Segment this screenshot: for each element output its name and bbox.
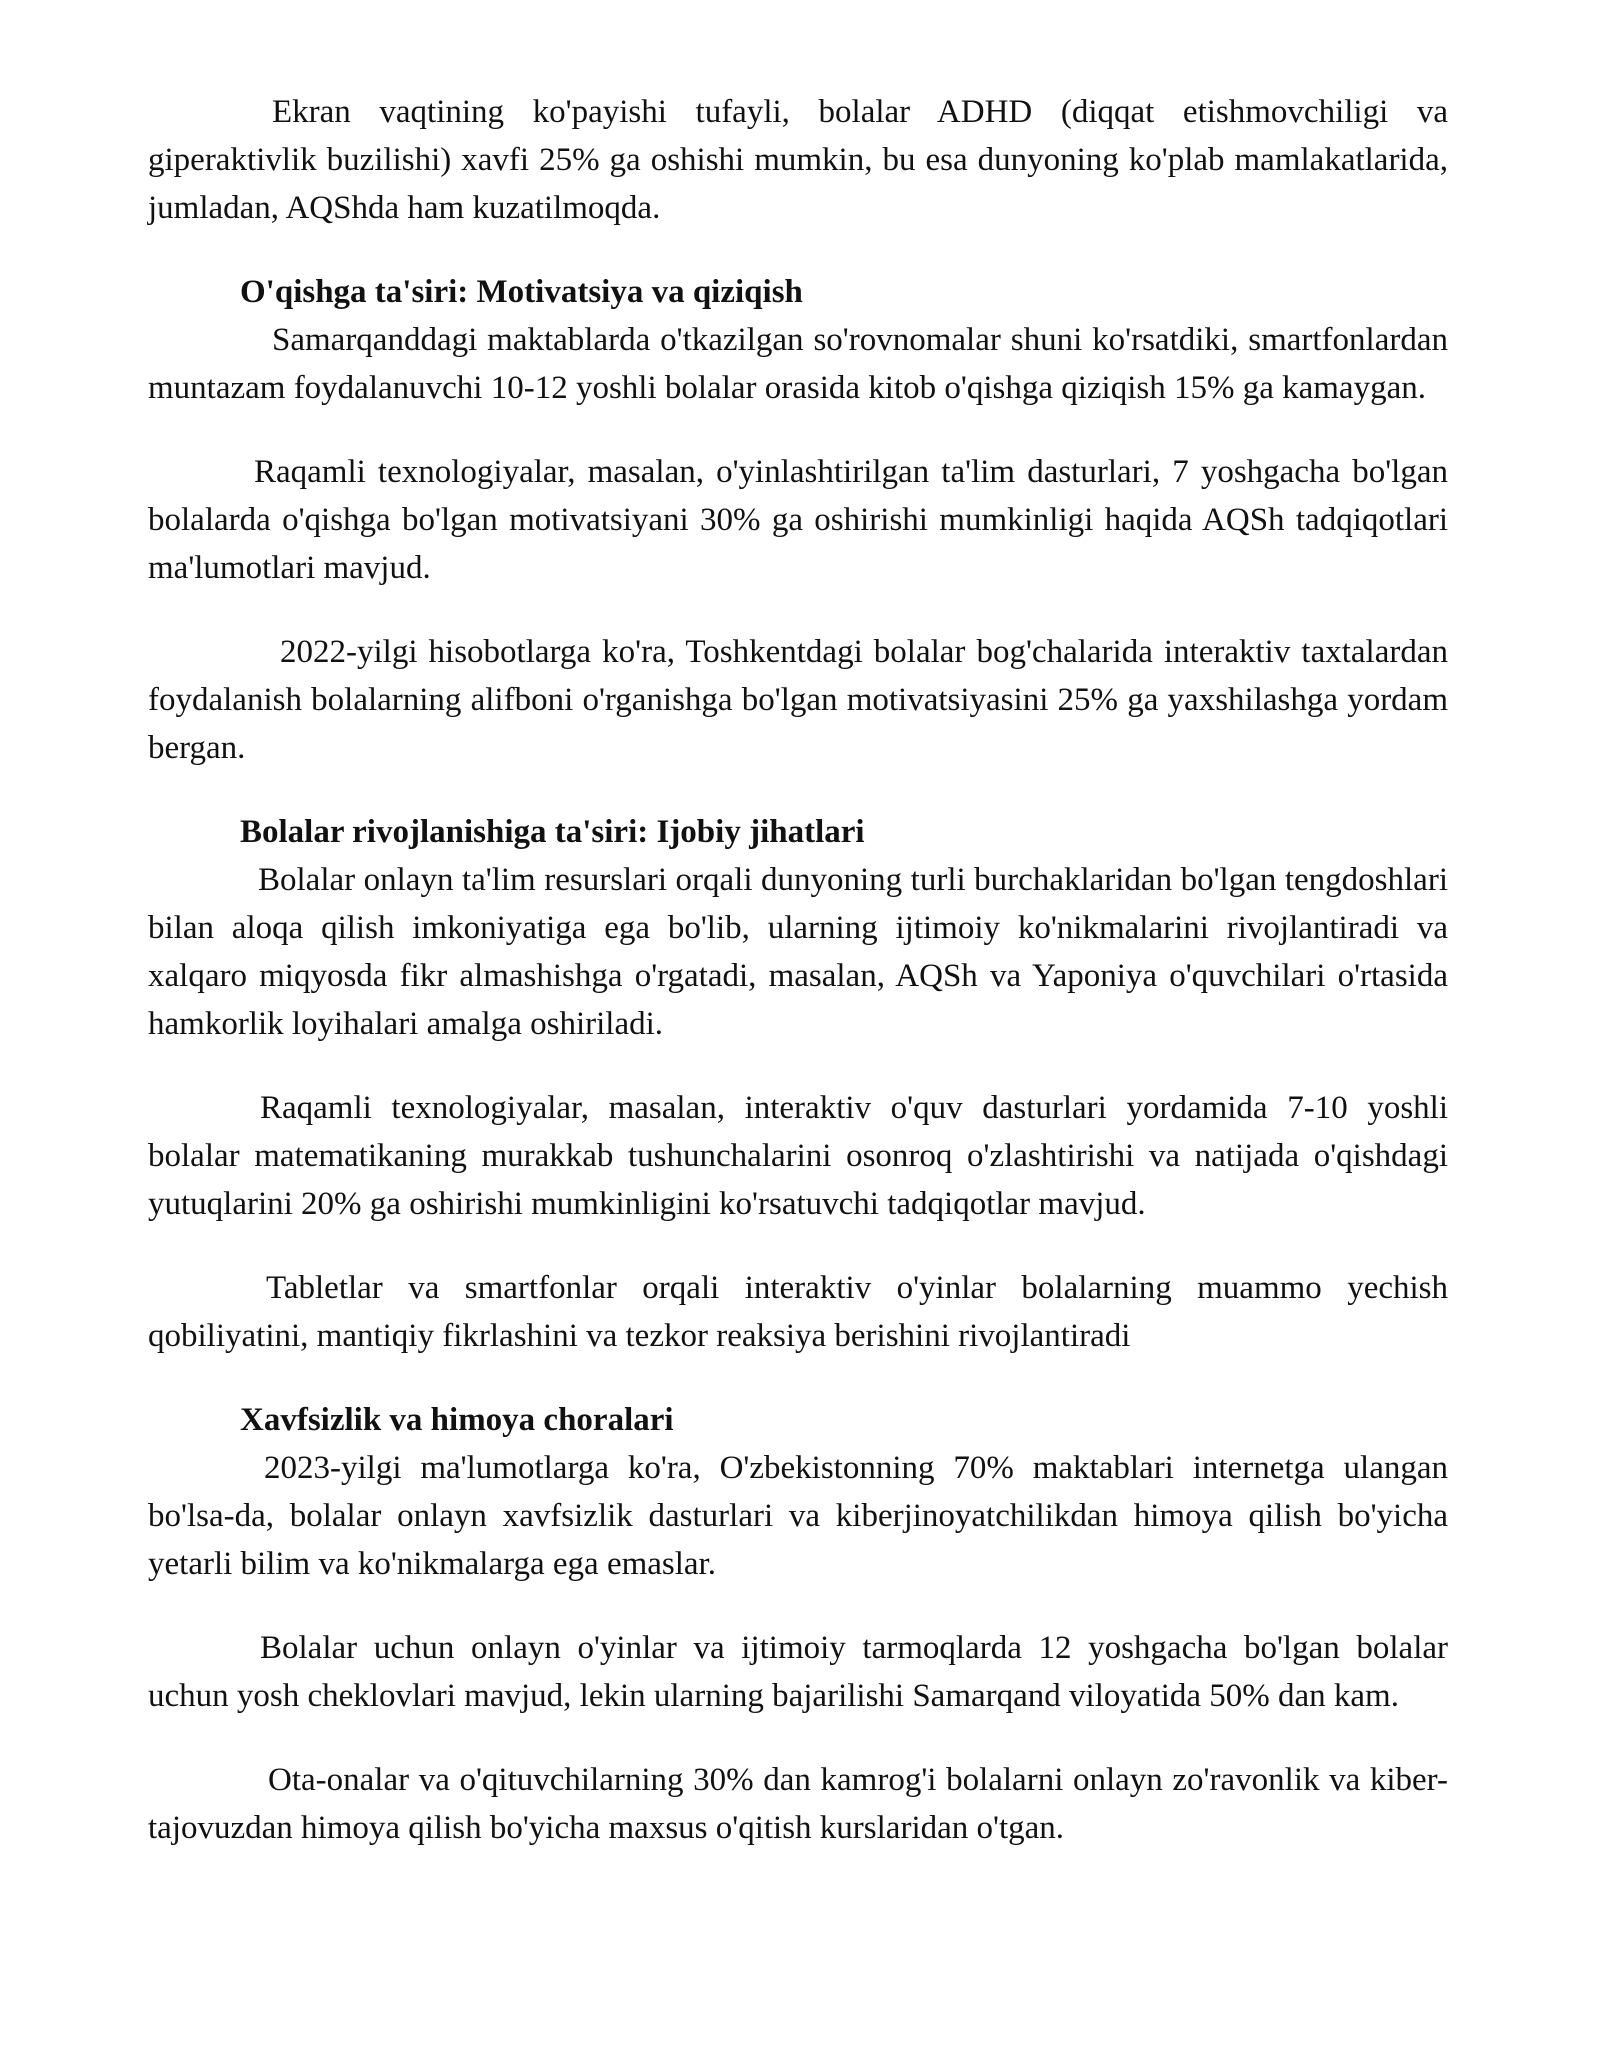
paragraph-parent-training: Ota-onalar va o'qituvchilarning 30% dan kamrog'i bolalarni onlayn zo'ravonlik va kiber-tajovuzdan himoya qilish bo'yicha maxsus o'qitish kurslaridan o'tgan. xyxy=(148,1762,1448,1846)
paragraph-samarqand-survey: Samarqanddagi maktablarda o'tkazilgan so'rovnomalar shuni ko'rsatdiki, smartfonlardan muntazam foydalanuvchi 10-12 yoshli bolalar orasida kitob o'qishga qiziqish 15% ga kamaygan. xyxy=(148,322,1448,406)
paragraph-interactive-games: Tabletlar va smartfonlar orqali interaktiv o'yinlar bolalarning muammo yechish qobiliyatini, mantiqiy fikrlashini va tezkor reaksiya berishini rivojlantiradi xyxy=(148,1270,1448,1354)
paragraph-adhd-risk: Ekran vaqtining ko'payishi tufayli, bolalar ADHD (diqqat etishmovchiligi va giperaktivlik buzilishi) xavfi 25% ga oshishi mumkin, bu esa dunyoning ko'plab mamlakatlarida, jumladan, AQShda ham kuzatilmoqda. xyxy=(148,94,1448,226)
paragraph-gamified-learning: Raqamli texnologiyalar, masalan, o'yinlashtirilgan ta'lim dasturlari, 7 yoshgacha bo'lgan bolalarda o'qishga bo'lgan motivatsiyani 30% ga oshirishi mumkinligi haqida AQSh tadqiqotlari ma'lumotlari mavjud. xyxy=(148,454,1448,586)
section-heading-reading-motivation: O'qishga ta'siri: Motivatsiya va qiziqish xyxy=(240,274,803,310)
paragraph-school-internet: 2023-yilgi ma'lumotlarga ko'ra, O'zbekistonning 70% maktablari internetga ulangan bo'lsa-da, bolalar onlayn xavfsizlik dasturlari va kiberjinoyatchilikdan himoya qilish bo'yicha yetarli bilim va ko'nikmalarga ega emaslar. xyxy=(148,1450,1448,1582)
section-heading-child-development: Bolalar rivojlanishiga ta'siri: Ijobiy jihatlari xyxy=(240,814,865,850)
paragraph-tashkent-kindergartens: 2022-yilgi hisobotlarga ko'ra, Toshkentdagi bolalar bog'chalarida interaktiv taxtalardan foydalanish bolalarning alifboni o'rganishga bo'lgan motivatsiyasini 25% ga yaxshilashga yordam bergan. xyxy=(148,634,1448,766)
document-page xyxy=(148,88,1448,1852)
section-heading-safety: Xavfsizlik va himoya choralari xyxy=(240,1402,674,1438)
paragraph-math-learning: Raqamli texnologiyalar, masalan, interaktiv o'quv dasturlari yordamida 7-10 yoshli bolalar matematikaning murakkab tushunchalarini osonroq o'zlashtirishi va natijada o'qishdagi yutuqlarini 20% ga oshirishi mumkinligini ko'rsatuvchi tadqiqotlar mavjud. xyxy=(148,1090,1448,1222)
paragraph-online-peers: Bolalar onlayn ta'lim resurslari orqali dunyoning turli burchaklaridan bo'lgan tengdoshlari bilan aloqa qilish imkoniyatiga ega bo'lib, ularning ijtimoiy ko'nikmalarini rivojlantiradi va xalqaro miqyosda fikr almashishga o'rgatadi, masalan, AQSh va Yaponiya o'quvchilari o'rtasida hamkorlik loyihalari amalga oshiriladi. xyxy=(148,862,1448,1042)
paragraph-age-restrictions: Bolalar uchun onlayn o'yinlar va ijtimoiy tarmoqlarda 12 yoshgacha bo'lgan bolalar uchun yosh cheklovlari mavjud, lekin ularning bajarilishi Samarqand viloyatida 50% dan kam. xyxy=(148,1630,1448,1714)
